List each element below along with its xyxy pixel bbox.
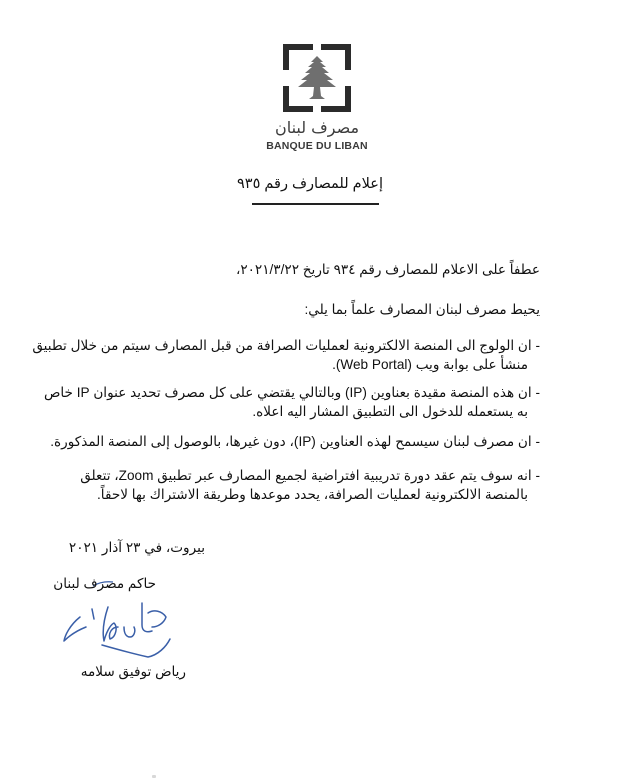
scan-artifact bbox=[152, 775, 156, 778]
list-item-line: منشأ على بوابة ويب (Web Portal). bbox=[332, 357, 528, 372]
reference-text: عطفاً على الاعلام للمصارف رقم ٩٣٤ تاريخ ٢٠٢١/٣/٢٢، bbox=[235, 262, 540, 277]
signatory-title: حاكم مصرف لبنان bbox=[53, 576, 156, 591]
list-item bbox=[32, 336, 540, 374]
list-item-line: - ان الولوج الى المنصة الالكترونية لعمليات الصرافة من قبل المصارف سيتم من خلال تطبيق bbox=[32, 338, 540, 353]
list-item bbox=[43, 383, 540, 421]
document-title: إعلام للمصارف رقم ٩٣٥ bbox=[237, 176, 383, 192]
list-item-line: - ان هذه المنصة مقيدة بعناوين (IP) وبالتالي يقتضي على كل مصرف تحديد عنوان IP خاص bbox=[43, 385, 540, 400]
signatory-name: رياض توفيق سلامه bbox=[80, 664, 186, 679]
list-item-line: بالمنصة الالكترونية لعمليات الصرافة، يحدد موعدها وطريقة الاشتراك بها لاحقاً. bbox=[97, 487, 528, 502]
institution-name-latin: BANQUE DU LIBAN bbox=[266, 140, 368, 152]
list-item-line: - ان مصرف لبنان سيسمح لهذه العناوين (IP)، دون غيرها، بالوصول إلى المنصة المذكورة. bbox=[50, 434, 540, 449]
institution-name-arabic: مصرف لبنان bbox=[274, 118, 360, 137]
title-underline bbox=[252, 203, 379, 205]
list-item bbox=[80, 466, 540, 504]
intro-line bbox=[93, 300, 540, 319]
list-item bbox=[50, 432, 540, 451]
list-item-line: - انه سوف يتم عقد دورة تدريبية افتراضية لجميع المصارف عبر تطبيق Zoom، تتعلق bbox=[80, 468, 540, 483]
handwritten-signature-icon bbox=[62, 597, 182, 667]
place-and-date: بيروت، في ٢٣ آذار ٢٠٢١ bbox=[68, 540, 205, 555]
reference-line bbox=[93, 260, 540, 279]
cedar-logo-icon bbox=[283, 44, 351, 112]
list-item-line: به يستعمله للدخول الى التطبيق المشار اليه اعلاه. bbox=[252, 404, 528, 419]
intro-text: يحيط مصرف لبنان المصارف علماً بما يلي: bbox=[304, 302, 540, 317]
